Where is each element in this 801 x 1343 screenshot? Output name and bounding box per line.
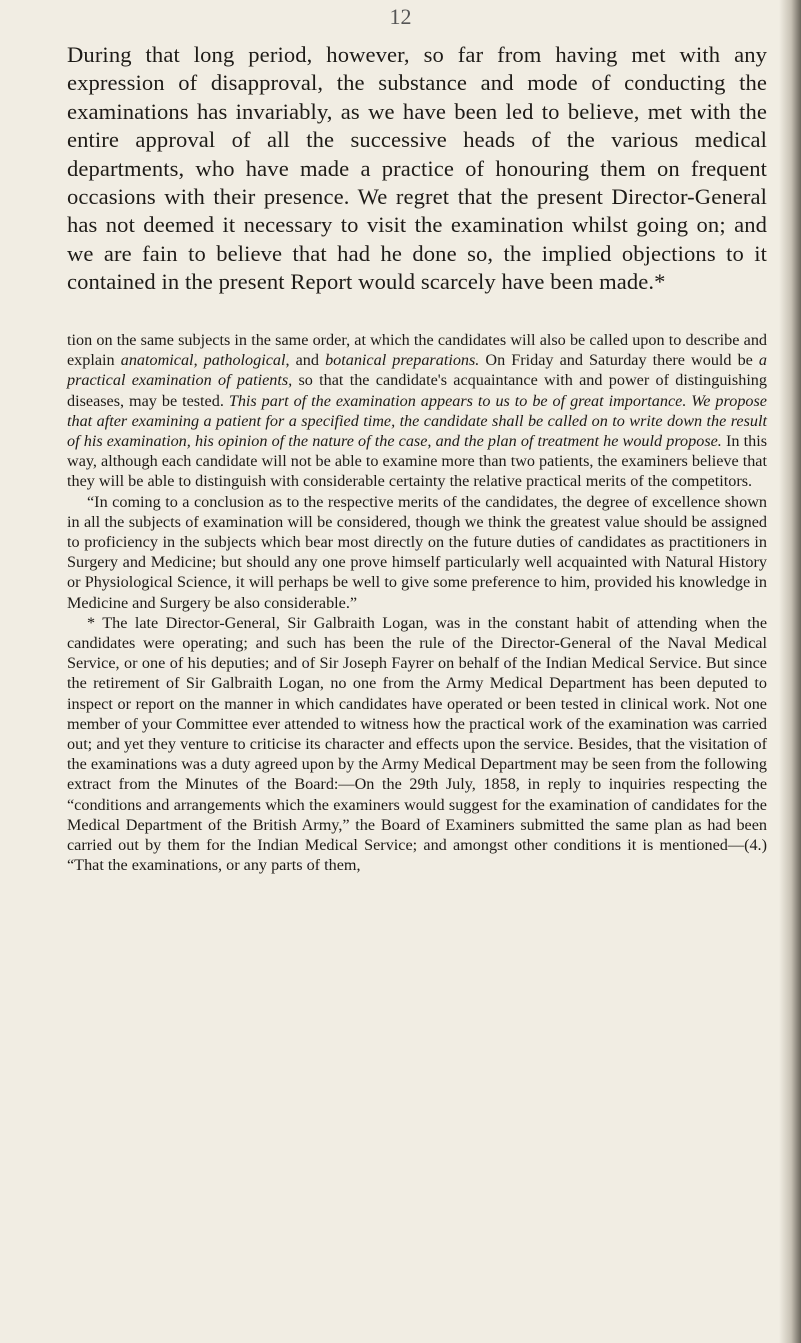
italic-phrase: botanical preparations. [325, 351, 480, 370]
italic-phrase: This part of the examination appears to us to be of great importance. We propose that after examining a patient for a specified time, the candidate shall be called on to write down the result of his examination, his opinion of the nature of the case, and the plan of treatment he would propose. [67, 391, 767, 451]
quoted-passage [67, 330, 767, 875]
footnote: * The late Director-General, Sir Galbraith Logan, was in the constant habit of attending when the candidates were operating; and such has been the rule of the Director-General of the Naval Medical Service, or one of his deputies; and of Sir Joseph Fayrer on behalf of the Indian Medical Service. But since the retirement of Sir Galbraith Logan, no one from the Army Medical Department has been deputed to inspect or report on the manner in which candidates have operated or been tested in clinical work. Not one member of your Committee ever attended to witness how the practical work of the examination was carried out; and yet they venture to criticise its character and effects upon the service. Besides, that the visitation of the examinations was a duty agreed upon by the Army Medical Department may be seen from the following extract from the Minutes of the Board:—On the 29th July, 1858, in reply to inquiries respecting the “conditions and arrangements which the examiners would suggest for the examination of candidates for the Medical Department of the British Army,” the Board of Examiners submitted the same plan as had been carried out by them for the Indian Medical Service; and amongst other conditions it is mentioned—(4.) “That the examinations, or any parts of them, [67, 613, 767, 875]
quoted-paragraph-1: tion on the same subjects in the same order, at which the candidates will also be called upon to describe and explain anatomical, pathological, and botanical preparations. On Friday and Saturday there would be a practical examination of patients, so that the candidate's acquaintance with and power of distinguishing diseases, may be tested. This part of the examination appears to us to be of great importance. We propose that after examining a patient for a specified time, the candidate shall be called on to write down the result of his examination, his opinion of the nature of the case, and the plan of treatment he would propose. In this way, although each candidate will not be able to examine more than two patients, the examiners believe that they will be able to distinguish with considerable certainty the relative practical merits of the competitors. [67, 331, 768, 491]
main-paragraph [67, 41, 767, 297]
quoted-paragraph-2: “In coming to a conclusion as to the respective merits of the candidates, the degree of excellence shown in all the subjects of examination will be considered, though we think the greatest value should be assigned to proficiency in the subjects which bear most directly on the future duties of candidates as practitioners in Surgery and Medicine; but should any one prove himself particularly well acquainted with Natural History or Physiological Science, it will perhaps be well to give some preference to him, provided his knowledge in Medicine and Surgery be also considerable.” [67, 492, 767, 612]
main-paragraph-text: During that long period, however, so far from having met with any expression of disapproval, the substance and mode of conducting the examinations has invariably, as we have been led to believe, met with the entire approval of all the successive heads of the various medical departments, who have made a practice of honouring them on frequent occasions with their presence. We regret that the present Director-General has not deemed it necessary to visit the examination whilst going on; and we are fain to believe that had he done so, the implied objections to it contained in the present Report would scarcely have been made.* [67, 42, 767, 295]
italic-phrase: a practical examination of patients, [67, 351, 768, 390]
italic-phrase: anatomical [120, 351, 194, 370]
page-number: 12 [389, 4, 412, 29]
italic-phrase: pathological [203, 351, 286, 370]
page-edge-shadow [779, 0, 801, 1343]
